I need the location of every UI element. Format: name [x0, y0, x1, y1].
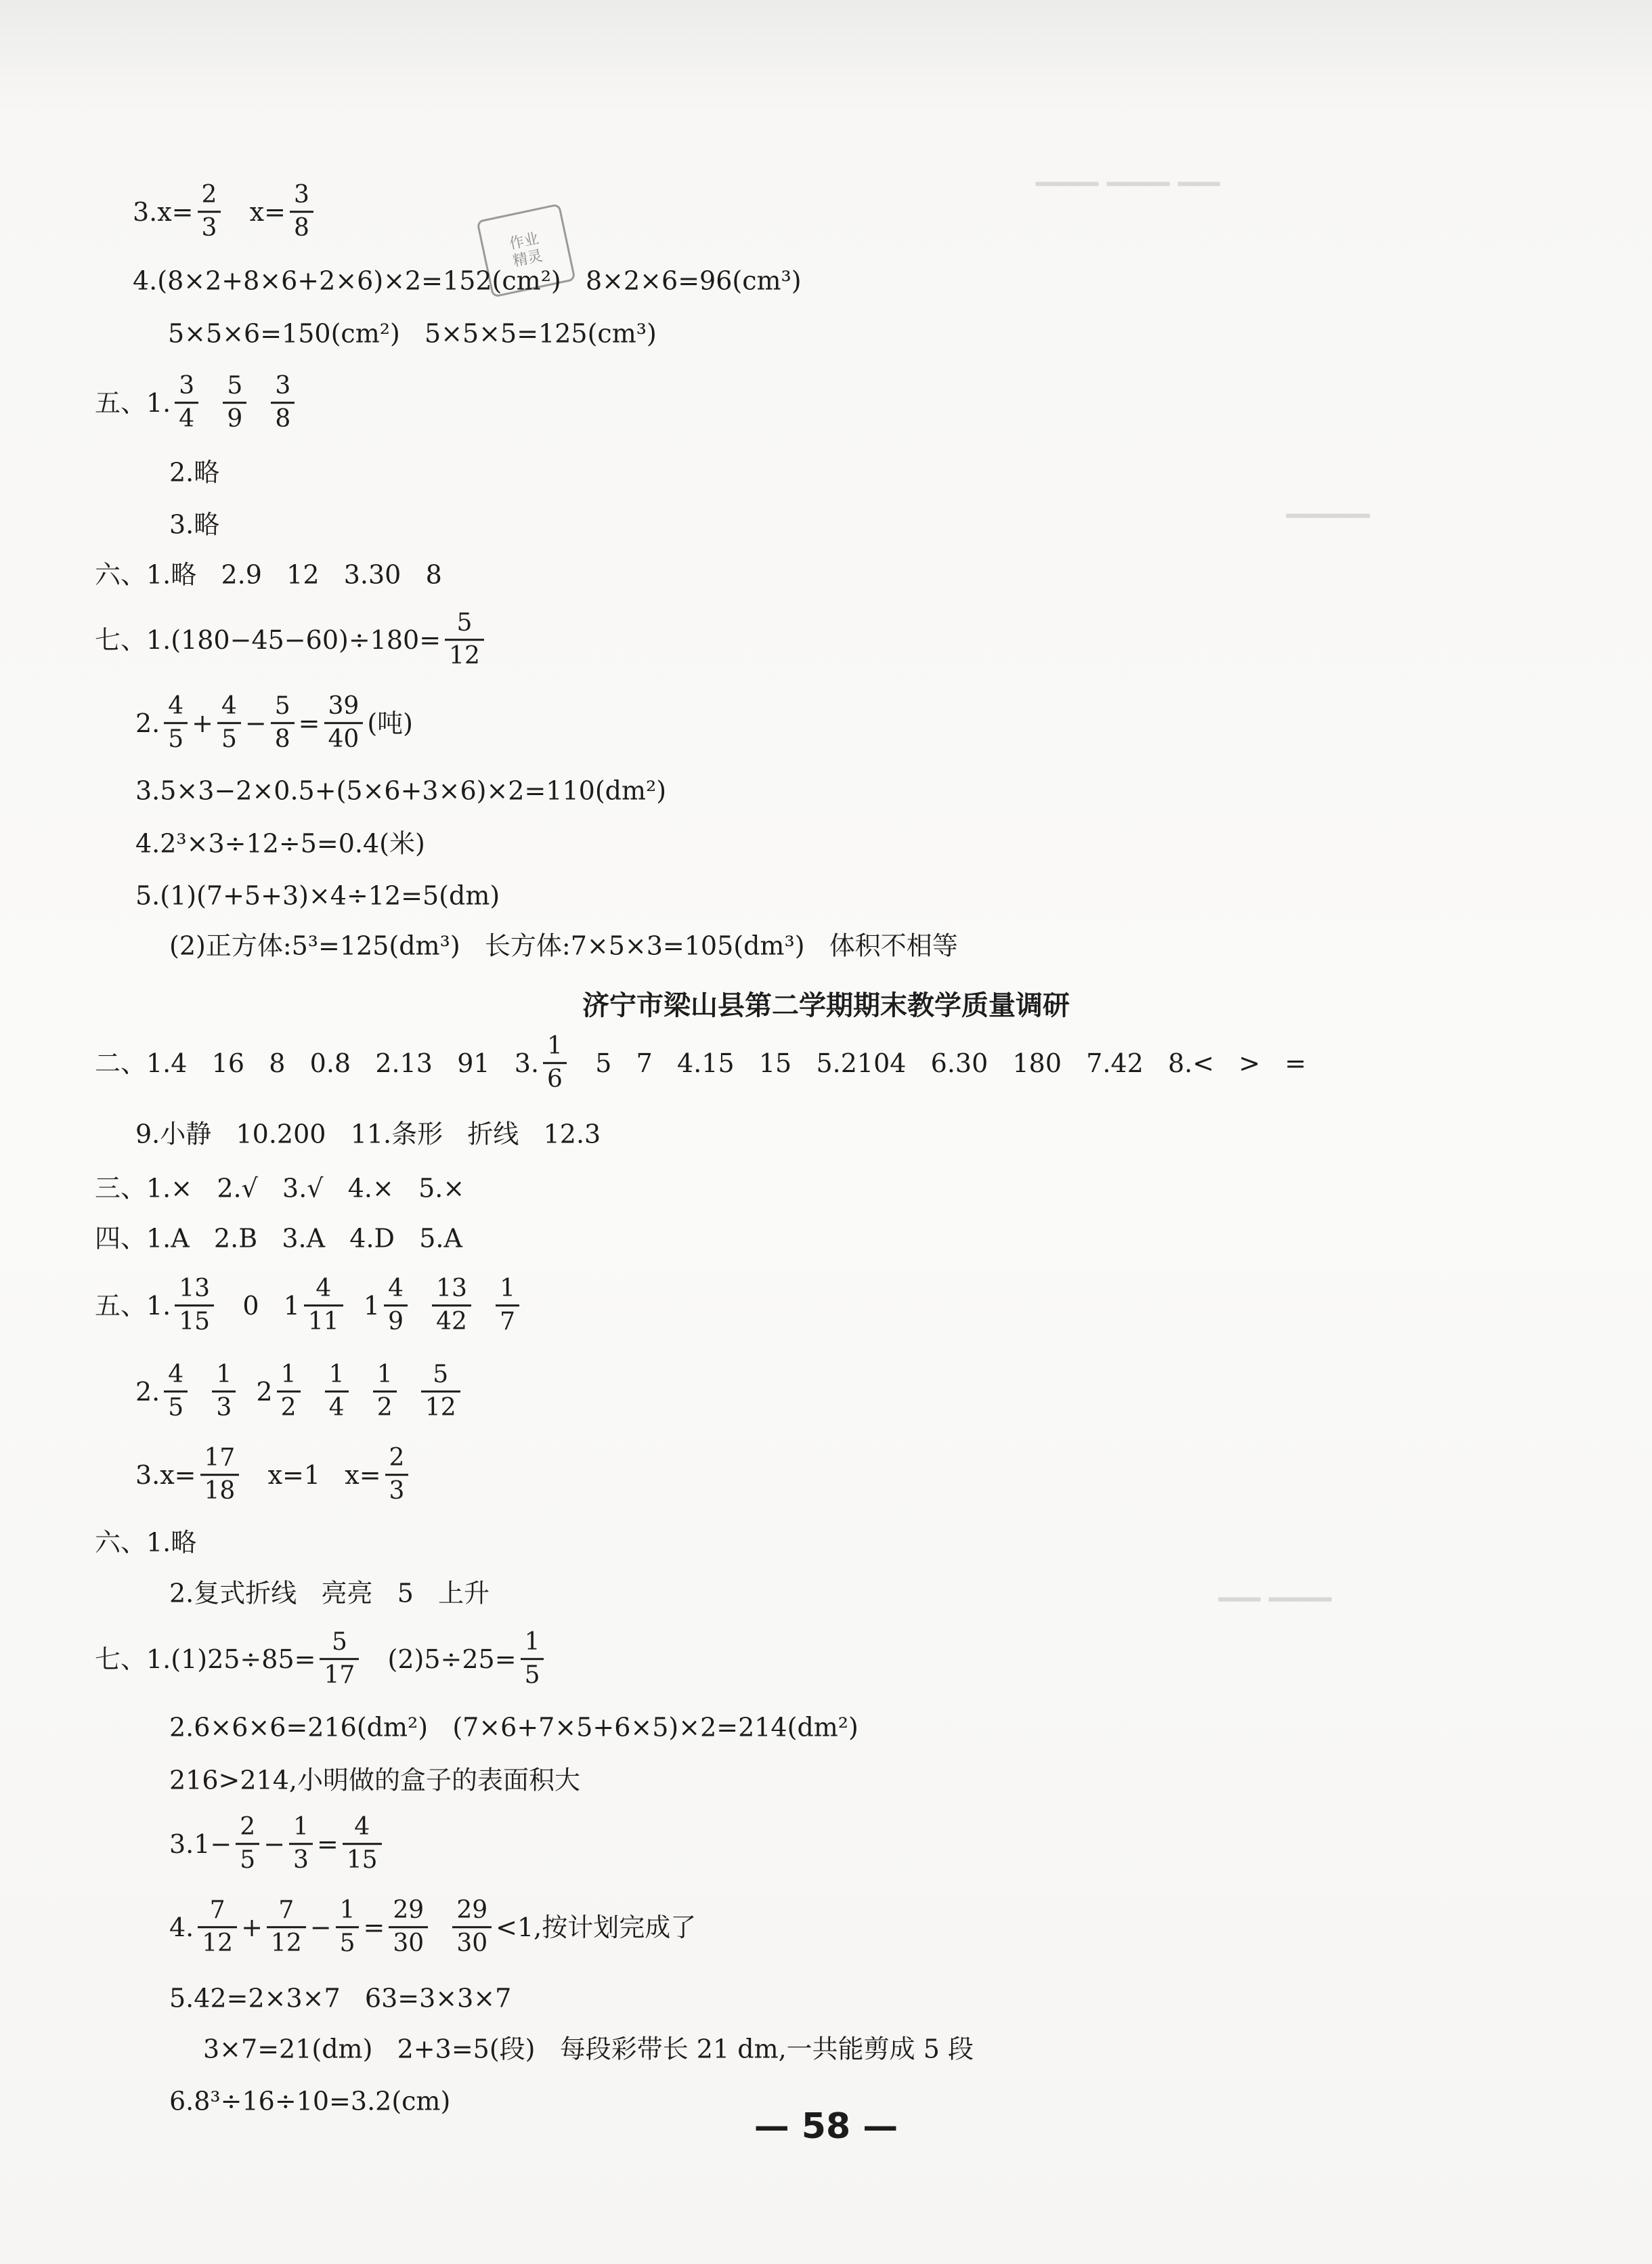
- fraction: [236, 1814, 259, 1875]
- answer-line: [95, 1275, 523, 1336]
- fraction-denominator: 5: [236, 1843, 259, 1875]
- fraction: [164, 1361, 188, 1422]
- fraction: [421, 1361, 460, 1422]
- watermark-stamp: 作业 精灵: [476, 203, 575, 298]
- answer-line: [169, 1764, 580, 1793]
- answer-text: [305, 1379, 321, 1405]
- answer-line: [135, 775, 666, 803]
- answer-text: 4.: [169, 1913, 194, 1942]
- fraction-numerator: 5: [456, 609, 473, 637]
- answer-line: [135, 1361, 464, 1422]
- fraction: [521, 1629, 544, 1690]
- answer-text: 5×5×6=150(cm²) 5×5×5=125(cm³): [168, 318, 657, 348]
- answer-text: −: [263, 1829, 286, 1859]
- answer-text: 七、1.(1)25÷85=: [95, 1644, 316, 1674]
- answer-line: [135, 828, 425, 856]
- fraction: [290, 181, 313, 242]
- answer-line: [95, 1526, 196, 1555]
- answer-line: [169, 509, 219, 537]
- fraction-numerator: 2: [240, 1813, 256, 1841]
- answer-text: −: [244, 708, 267, 738]
- fraction-numerator: 3: [179, 372, 195, 400]
- fraction-numerator: 4: [168, 692, 184, 721]
- answer-line: [169, 1814, 386, 1875]
- fraction-denominator: 17: [320, 1659, 359, 1690]
- fraction: [200, 1445, 240, 1505]
- fraction: [385, 1445, 409, 1505]
- answer-text: 六、1.略 2.9 12 3.30 8: [95, 559, 442, 589]
- fraction-numerator: 4: [316, 1275, 332, 1303]
- answer-line: [133, 265, 802, 293]
- fraction-denominator: 12: [445, 639, 484, 670]
- fraction-denominator: 9: [223, 402, 246, 433]
- fraction-denominator: 5: [164, 1391, 188, 1422]
- answer-text: 2.6×6×6=216(dm²) (7×6+7×5+6×5)×2=214(dm²): [169, 1711, 858, 1742]
- answer-text: [202, 390, 219, 416]
- fraction-numerator: 1: [547, 1032, 563, 1061]
- answer-text: =: [363, 1913, 385, 1942]
- answer-text: x=1 x=: [243, 1460, 381, 1490]
- fraction: [320, 1629, 359, 1690]
- fraction: [389, 1897, 428, 1958]
- answer-line: [95, 1629, 548, 1690]
- fraction-numerator: 7: [209, 1896, 225, 1925]
- answer-text: 2.复式折线 亮亮 5 上升: [169, 1577, 490, 1608]
- answer-text: 5 7 4.15 15 5.2104 6.30 180 7.42 8.< > =: [570, 1048, 1307, 1078]
- fraction: [543, 1033, 567, 1094]
- fraction-denominator: 3: [212, 1391, 236, 1422]
- answer-line: [133, 181, 318, 242]
- answer-line: [135, 880, 500, 908]
- fraction-denominator: 42: [432, 1305, 471, 1336]
- fraction-denominator: 4: [175, 402, 198, 433]
- answer-text: 9.小静 10.200 11.条形 折线 12.3: [135, 1118, 601, 1149]
- answer-text: +: [192, 708, 214, 738]
- answer-text: 3.1−: [169, 1829, 232, 1859]
- fraction-numerator: 1: [376, 1361, 393, 1389]
- answer-text: 三、1.× 2.√ 3.√ 4.× 5.×: [95, 1172, 465, 1203]
- fraction: [175, 372, 198, 433]
- fraction-denominator: 4: [325, 1391, 349, 1422]
- answer-text: 二、1.4 16 8 0.8 2.13 91 3.: [95, 1048, 540, 1078]
- fraction-denominator: 11: [304, 1305, 343, 1336]
- answer-text: 3.x=: [133, 197, 194, 227]
- answer-line: [135, 1118, 601, 1147]
- answer-text: 2: [240, 1377, 273, 1407]
- answer-line: [95, 1222, 462, 1251]
- bleed-through-decoration: ▔▔ ▔▔▔: [1219, 1598, 1332, 1629]
- answer-line: [169, 1897, 696, 1958]
- fraction-denominator: 7: [496, 1305, 519, 1336]
- fraction-denominator: 3: [289, 1843, 313, 1875]
- answer-text: x=: [225, 197, 286, 227]
- fraction-numerator: 4: [354, 1813, 370, 1841]
- fraction-numerator: 5: [227, 372, 243, 400]
- fraction-numerator: 3: [293, 181, 309, 209]
- answer-text: [412, 1293, 428, 1319]
- answer-text: 3.x=: [135, 1460, 196, 1490]
- answer-line: [95, 1172, 464, 1201]
- fraction: [445, 610, 484, 670]
- fraction: [432, 1275, 471, 1336]
- fraction-numerator: 2: [201, 181, 217, 209]
- answer-text: [475, 1293, 492, 1319]
- fraction-numerator: 5: [433, 1361, 449, 1389]
- answer-text: (吨): [367, 708, 413, 738]
- fraction-numerator: 7: [278, 1896, 295, 1925]
- answer-line: [203, 2033, 974, 2062]
- answer-text: [401, 1379, 417, 1405]
- fraction-numerator: 1: [524, 1628, 540, 1657]
- fraction-numerator: 29: [393, 1896, 425, 1925]
- answer-text: 6.8³÷16÷10=3.2(cm): [169, 2085, 451, 2116]
- fraction-denominator: 3: [385, 1474, 409, 1505]
- answer-text: [432, 1915, 448, 1940]
- fraction-denominator: 5: [521, 1659, 544, 1690]
- section-title: 济宁市梁山县第二学期期末教学质量调研: [582, 990, 1070, 1021]
- answer-line: [135, 693, 413, 754]
- answer-text: 3.5×3−2×0.5+(5×6+3×6)×2=110(dm²): [135, 775, 667, 805]
- fraction-denominator: 5: [336, 1927, 360, 1958]
- fraction: [336, 1897, 360, 1958]
- fraction-numerator: 39: [328, 692, 360, 721]
- fraction: [324, 693, 364, 754]
- bleed-through-decoration: ▔▔▔▔: [1286, 515, 1370, 546]
- fraction: [267, 1897, 306, 1958]
- answer-text: 5.(1)(7+5+3)×4÷12=5(dm): [135, 880, 500, 910]
- answer-text: 五、1.: [95, 388, 171, 418]
- fraction-denominator: 18: [200, 1474, 240, 1505]
- answer-line: [95, 372, 299, 433]
- fraction: [217, 693, 241, 754]
- answer-text: 四、1.A 2.B 3.A 4.D 5.A: [95, 1222, 462, 1253]
- fraction: [325, 1361, 349, 1422]
- answer-text: 5.42=2×3×7 63=3×3×7: [169, 1982, 512, 2013]
- fraction-numerator: 1: [293, 1813, 309, 1841]
- fraction: [271, 372, 295, 433]
- answer-line: [95, 610, 488, 670]
- fraction-numerator: 13: [179, 1275, 211, 1303]
- fraction-denominator: 2: [373, 1391, 397, 1422]
- fraction-denominator: 9: [384, 1305, 408, 1336]
- fraction: [164, 693, 188, 754]
- fraction: [452, 1897, 492, 1958]
- answer-text: =: [316, 1829, 339, 1859]
- answer-line: [168, 318, 657, 346]
- fraction: [198, 1897, 237, 1958]
- fraction-denominator: 12: [421, 1391, 460, 1422]
- fraction: [384, 1275, 408, 1336]
- answer-text: 2.略: [169, 456, 220, 487]
- answer-text: [251, 390, 267, 416]
- fraction-numerator: 17: [204, 1444, 236, 1472]
- fraction-denominator: 8: [271, 723, 295, 754]
- fraction-denominator: 6: [543, 1063, 567, 1094]
- fraction-numerator: 1: [339, 1896, 355, 1925]
- fraction-denominator: 8: [271, 402, 295, 433]
- answer-text: (2)正方体:5³=125(dm³) 长方体:7×5×3=105(dm³) 体积不相等: [169, 930, 958, 960]
- answer-line: [135, 1445, 412, 1505]
- answer-text: 1: [347, 1291, 381, 1321]
- fraction-denominator: 8: [290, 211, 313, 242]
- fraction: [277, 1361, 301, 1422]
- answer-text: 0 1: [218, 1291, 300, 1321]
- fraction-denominator: 40: [324, 723, 364, 754]
- answer-line: [95, 1033, 1306, 1094]
- page-number: — 58 —: [754, 2106, 898, 2147]
- fraction-denominator: 2: [277, 1391, 301, 1422]
- fraction-numerator: 4: [221, 692, 237, 721]
- fraction: [496, 1275, 519, 1336]
- answer-text: (2)5÷25=: [363, 1644, 517, 1674]
- answer-text: 2.: [135, 708, 160, 738]
- fraction: [373, 1361, 397, 1422]
- fraction-denominator: 3: [198, 211, 221, 242]
- fraction: [212, 1361, 236, 1422]
- fraction: [289, 1814, 313, 1875]
- answer-text: [192, 1379, 208, 1405]
- answer-text: 六、1.略: [95, 1526, 197, 1557]
- fraction-numerator: 1: [328, 1361, 345, 1389]
- fraction-numerator: 29: [456, 1896, 488, 1925]
- fraction-numerator: 3: [275, 372, 291, 400]
- fraction-numerator: 5: [331, 1628, 347, 1657]
- answer-line: [169, 1711, 858, 1740]
- fraction-denominator: 12: [198, 1927, 237, 1958]
- fraction-numerator: 1: [216, 1361, 232, 1389]
- answer-text: 3×7=21(dm) 2+3=5(段) 每段彩带长 21 dm,一共能剪成 5 段: [203, 2033, 974, 2064]
- fraction: [175, 1275, 214, 1336]
- answer-line: [95, 559, 442, 587]
- fraction-denominator: 15: [175, 1305, 214, 1336]
- answer-line: [169, 1577, 490, 1606]
- fraction: [223, 372, 246, 433]
- answer-text: +: [241, 1913, 263, 1942]
- answer-text: <1,按计划完成了: [496, 1913, 697, 1942]
- fraction-numerator: 13: [436, 1275, 467, 1303]
- fraction-numerator: 2: [389, 1444, 405, 1472]
- answer-text: 3.略: [169, 509, 220, 539]
- answer-line: [169, 456, 219, 485]
- fraction-denominator: 5: [164, 723, 188, 754]
- fraction-denominator: 15: [343, 1843, 382, 1875]
- answer-text: =: [298, 708, 320, 738]
- answer-text: 4.(8×2+8×6+2×6)×2=152(cm²) 8×2×6=96(cm³): [133, 265, 802, 295]
- answer-text: 2.: [135, 1377, 160, 1407]
- fraction-denominator: 30: [389, 1927, 428, 1958]
- fraction: [343, 1814, 382, 1875]
- fraction-numerator: 1: [280, 1361, 297, 1389]
- fraction-numerator: 4: [168, 1361, 184, 1389]
- answer-text: 七、1.(180−45−60)÷180=: [95, 625, 441, 655]
- answer-text: 4.2³×3÷12÷5=0.4(米): [135, 828, 425, 858]
- answer-line: [169, 930, 958, 958]
- answer-text: 216>214,小明做的盒子的表面积大: [169, 1764, 580, 1795]
- answer-text: [353, 1379, 369, 1405]
- answer-text: 五、1.: [95, 1291, 171, 1321]
- answer-line: [169, 1982, 511, 2011]
- fraction-denominator: 30: [452, 1927, 492, 1958]
- fraction: [271, 693, 295, 754]
- fraction-numerator: 5: [274, 692, 290, 721]
- fraction-denominator: 12: [267, 1927, 306, 1958]
- fraction-numerator: 4: [388, 1275, 404, 1303]
- answer-text: −: [309, 1913, 332, 1942]
- fraction: [304, 1275, 343, 1336]
- fraction-denominator: 5: [217, 723, 241, 754]
- fraction-numerator: 1: [500, 1275, 516, 1303]
- fraction: [198, 181, 221, 242]
- bleed-through-decoration: ▔▔▔ ▔▔▔ ▔▔: [1036, 183, 1220, 214]
